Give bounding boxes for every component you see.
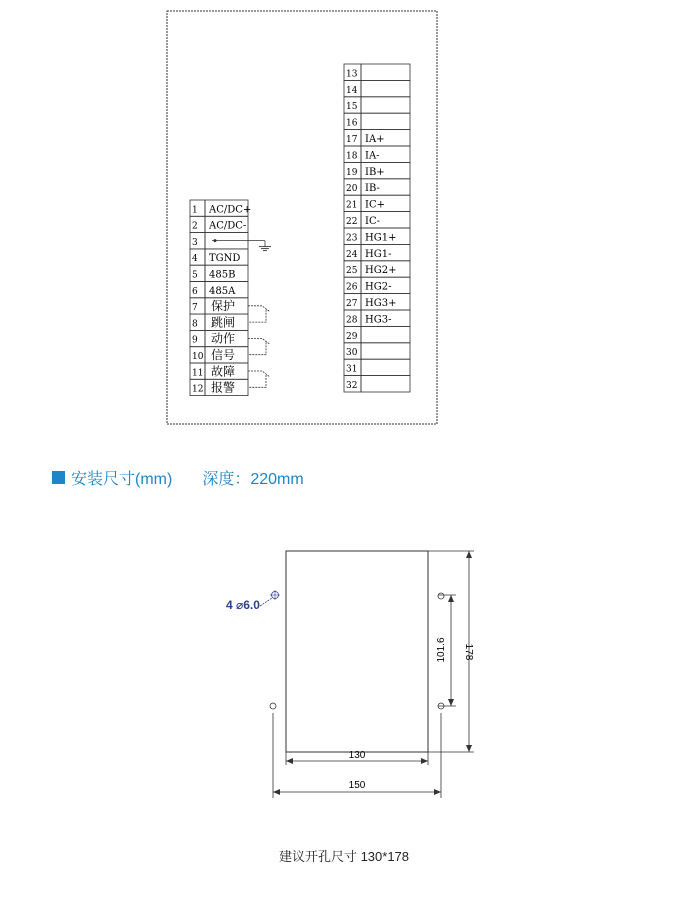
- terminal-number: 32: [346, 381, 358, 391]
- terminal-diagram: [0, 0, 688, 440]
- terminal-number: 16: [346, 118, 358, 129]
- terminal-number: 7: [192, 303, 198, 314]
- terminal-label: HG2+: [365, 265, 397, 277]
- dim-150: 150: [348, 780, 366, 791]
- terminal-number: 17: [346, 135, 358, 145]
- depth-text: 深度：220mm: [202, 470, 304, 488]
- diagram-frame: [167, 11, 437, 424]
- terminal-number: 23: [346, 233, 358, 244]
- section-header: [52, 466, 304, 488]
- leader-line: [260, 598, 272, 606]
- terminal-number: 15: [346, 102, 358, 113]
- terminal-label: 信号: [211, 348, 236, 362]
- terminal-label-cell: [361, 97, 410, 113]
- terminal-number: 31: [346, 364, 358, 375]
- mount-hole: [438, 593, 444, 599]
- terminal-label: 485A: [209, 285, 236, 297]
- terminal-label: 报警: [211, 380, 236, 395]
- terminal-number: 22: [346, 217, 358, 227]
- cutout-caption: 建议开孔尺寸 130*178: [278, 849, 410, 864]
- terminal-number: 4: [192, 254, 198, 265]
- terminal-number: 9: [192, 335, 198, 346]
- terminal-number: 24: [346, 249, 358, 260]
- relay-contact-icon: [248, 338, 270, 354]
- terminal-number: 6: [192, 286, 198, 297]
- terminal-label: AC/DC-: [209, 220, 247, 232]
- terminal-label-cell: [361, 326, 410, 342]
- terminal-number: 14: [346, 85, 358, 96]
- terminal-number: 26: [346, 282, 358, 293]
- terminal-label: TGND: [209, 253, 241, 265]
- terminal-number: 10: [192, 352, 204, 362]
- right-terminal-block: [344, 64, 410, 392]
- terminal-number: 28: [346, 315, 358, 326]
- terminal-label: HG3-: [365, 314, 392, 326]
- terminal-label-cell: [361, 64, 410, 80]
- terminal-label-cell: [361, 343, 410, 359]
- terminal-number: 20: [346, 184, 358, 195]
- left-terminal-block: [190, 200, 251, 396]
- dim-101-6: 101.6: [436, 637, 447, 663]
- terminal-label: HG2-: [365, 281, 392, 293]
- terminal-number: 19: [346, 167, 358, 178]
- terminal-label: 跳闸: [211, 315, 236, 330]
- terminal-label: IB-: [365, 183, 380, 195]
- terminal-number: 29: [346, 331, 358, 342]
- terminal-label: IC+: [365, 199, 385, 211]
- terminal-number: 11: [192, 368, 204, 379]
- dim-130: 130: [348, 750, 366, 761]
- terminal-label: IA-: [365, 150, 380, 162]
- terminal-number: 18: [346, 151, 358, 162]
- panel-outline: [286, 551, 428, 752]
- terminal-number: 30: [346, 348, 358, 359]
- terminal-label: IA+: [365, 134, 385, 145]
- terminal-number: 12: [192, 384, 204, 395]
- terminal-number: 8: [192, 319, 198, 330]
- terminal-number: 1: [192, 205, 198, 216]
- terminal-label: 485B: [209, 269, 236, 281]
- terminal-label-cell: [361, 376, 410, 392]
- terminal-number: 13: [346, 69, 358, 80]
- terminal-number: 21: [346, 200, 358, 211]
- mount-hole: [270, 703, 276, 709]
- terminal-label-cell: [361, 80, 410, 96]
- terminal-label: IB+: [365, 166, 385, 178]
- terminal-number: 5: [192, 270, 198, 281]
- terminal-label: 保护: [211, 299, 236, 314]
- terminal-label: AC/DC+: [209, 204, 252, 216]
- terminal-number: 27: [346, 299, 358, 309]
- terminal-label: 故障: [211, 364, 236, 379]
- terminal-label-cell: [361, 113, 410, 129]
- hole-diameter-label: ⌀6.0: [236, 598, 260, 612]
- hole-count-label: 4: [226, 598, 233, 612]
- title-square-icon: [52, 471, 65, 484]
- terminal-label: HG1+: [365, 232, 397, 244]
- cutout-drawing: [0, 500, 688, 860]
- terminal-number: 25: [346, 266, 358, 277]
- terminal-label-cell: [361, 359, 410, 375]
- terminal-number: 3: [192, 237, 198, 248]
- terminal-label: 动作: [211, 331, 236, 346]
- relay-contact-icon: [248, 371, 270, 387]
- section-title: 安装尺寸(mm): [71, 470, 173, 488]
- terminal-label: IC-: [365, 216, 380, 227]
- terminal-label: HG1-: [365, 248, 392, 260]
- terminal-label: HG3+: [365, 298, 397, 309]
- relay-contact-icon: [248, 306, 270, 322]
- terminal-number: 2: [192, 221, 198, 232]
- dim-178: 178: [463, 643, 474, 661]
